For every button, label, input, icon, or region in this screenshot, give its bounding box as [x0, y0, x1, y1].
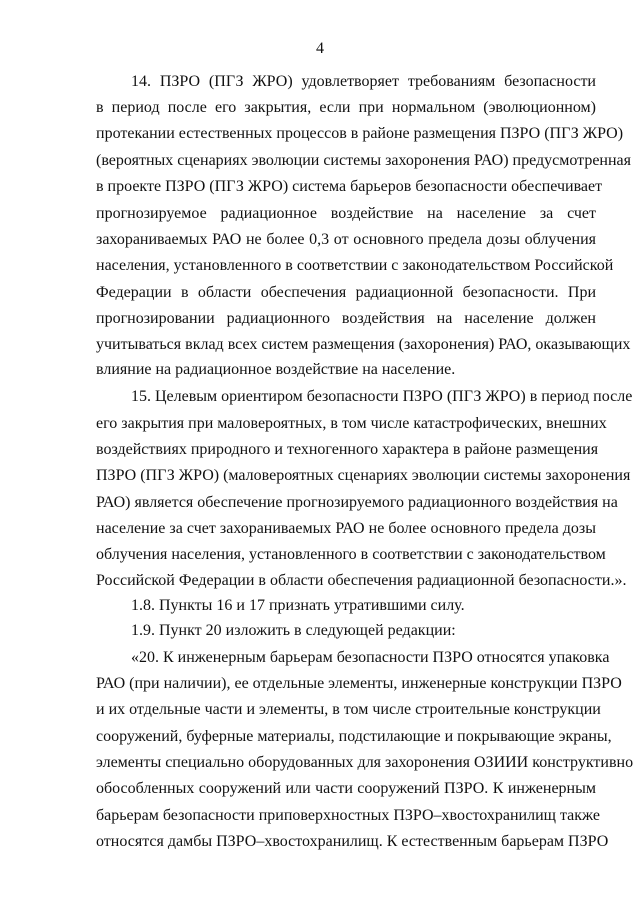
text-line: захораниваемых РАО не более 0,3 от основного предела дозы облучения — [96, 231, 596, 248]
text-line: Федерации в области обеспечения радиационной безопасности. При — [96, 284, 596, 301]
text-line: население за счет захораниваемых РАО не более основного предела дозы — [96, 520, 596, 537]
text-line: ПЗРО (ПГЗ ЖРО) (маловероятных сценариях эволюции системы захоронения — [96, 467, 631, 484]
text-line: обособленных сооружений или части сооружений ПЗРО. К инженерным — [96, 780, 596, 797]
text-line: его закрытия при маловероятных, в том числе катастрофических, внешних — [96, 415, 607, 432]
text-line: РАО) является обеспечение прогнозируемого радиационного воздействия на — [96, 494, 618, 511]
text-line: барьерам безопасности приповерхностных ПЗРО–хвостохранилищ также — [96, 807, 600, 824]
text-line: в проекте ПЗРО (ПГЗ ЖРО) система барьеров безопасности обеспечивает — [96, 178, 603, 195]
text-line: прогнозировании радиационного воздействия на население должен — [96, 310, 596, 327]
text-line: 15. Целевым ориентиром безопасности ПЗРО (ПГЗ ЖРО) в период после — [131, 388, 633, 405]
text-line: РАО (при наличии), ее отдельные элементы, инженерные конструкции ПЗРО — [96, 675, 622, 692]
text-line: элементы специально оборудованных для захоронения ОЗИИИ конструктивно — [96, 754, 634, 771]
text-line: Российской Федерации в области обеспечения радиационной безопасности.». — [96, 572, 627, 589]
text-line: и их отдельные части и элементы, в том числе строительные конструкции — [96, 701, 601, 718]
text-line: 1.8. Пункты 16 и 17 признать утратившими силу. — [131, 597, 465, 614]
text-line: облучения населения, установленного в соответствии с законодательством — [96, 546, 606, 563]
text-line: 1.9. Пункт 20 изложить в следующей редакции: — [131, 622, 456, 639]
text-line: протекании естественных процессов в районе размещения ПЗРО (ПГЗ ЖРО) — [96, 125, 624, 142]
text-line: учитываться вклад всех систем размещения (захоронения) РАО, оказывающих — [96, 336, 631, 353]
text-line: (вероятных сценариях эволюции системы захоронения РАО) предусмотренная — [96, 152, 631, 169]
text-line: сооружений, буферные материалы, подстилающие и покрывающие экраны, — [96, 728, 612, 745]
page-number: 4 — [316, 40, 324, 57]
text-line: в период после его закрытия, если при нормальном (эволюционном) — [96, 99, 596, 116]
text-line: «20. К инженерным барьерам безопасности ПЗРО относятся упаковка — [131, 649, 610, 666]
text-line: 14. ПЗРО (ПГЗ ЖРО) удовлетворяет требованиям безопасности — [131, 73, 596, 90]
text-line: воздействиях природного и техногенного характера в районе размещения — [96, 441, 599, 458]
text-line: прогнозируемое радиационное воздействие на население за счет — [96, 205, 596, 222]
text-line: влияние на радиационное воздействие на население. — [96, 361, 456, 378]
text-line: населения, установленного в соответствии с законодательством Российской — [96, 257, 614, 274]
text-line: относятся дамбы ПЗРО–хвостохранилищ. К естественным барьерам ПЗРО — [96, 833, 609, 850]
